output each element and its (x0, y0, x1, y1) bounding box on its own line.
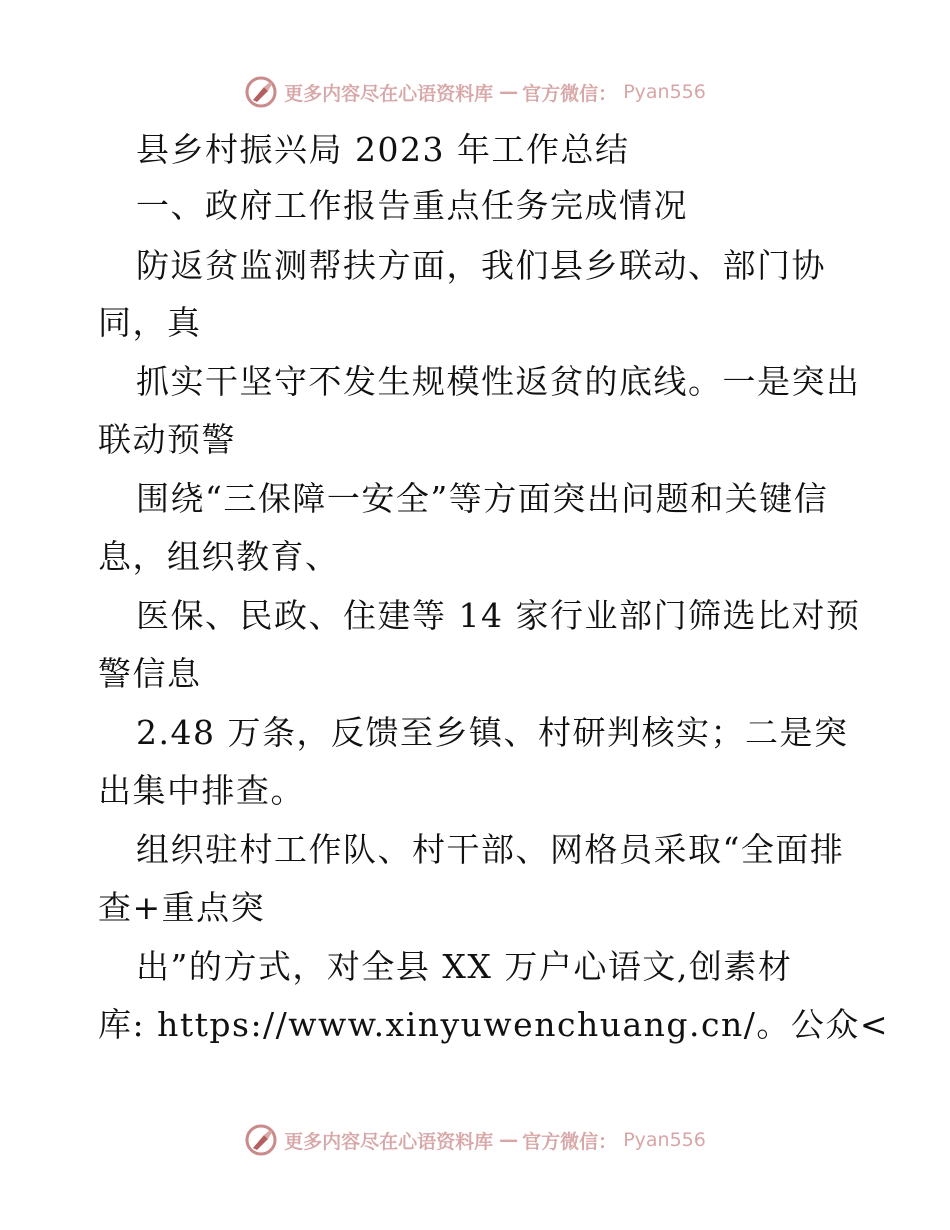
paragraph-line: 抓实干坚守不发生规模性返贫的底线。一是突出 (136, 362, 861, 401)
paragraph-line: 出”的方式，对全县 XX 万户心语文,创素材 (136, 947, 793, 986)
paragraph-line: 出集中排查。 (98, 771, 305, 810)
paragraph-line: 2.48 万条，反馈至乡镇、村研判核实；二是突 (136, 713, 849, 752)
watermark-handle: Pyan556 (623, 1129, 706, 1151)
watermark-official: 官方微信： (522, 82, 618, 105)
paragraph-line: 同，真 (98, 303, 202, 342)
watermark-text: 更多内容尽在心语资料库 (284, 82, 494, 105)
watermark-handle: Pyan556 (623, 81, 706, 103)
paragraph-line: 医保、民政、住建等 14 家行业部门筛选比对预 (136, 596, 861, 635)
paragraph-line: 查+重点突 (98, 888, 266, 927)
paragraph-line: 息，组织教育、 (98, 537, 340, 576)
section-heading: 一、政府工作报告重点任务完成情况 (136, 186, 688, 225)
paragraph-line: 组织驻村工作队、村干部、网格员采取“全面排 (136, 830, 845, 869)
document-title: 县乡村振兴局 2023 年工作总结 (136, 130, 630, 169)
watermark-dash: — (499, 81, 517, 103)
footer-watermark (0, 1120, 950, 1160)
paragraph-line: 库: https://www.xinyuwenchuang.cn/。公众< (98, 1005, 889, 1044)
pen-nib-logo-icon (244, 1123, 278, 1157)
watermark-text: 更多内容尽在心语资料库 (284, 1130, 494, 1153)
header-watermark (0, 72, 950, 112)
paragraph-line: 围绕“三保障一安全”等方面突出问题和关键信 (136, 479, 829, 518)
paragraph-line: 警信息 (98, 654, 202, 693)
pen-nib-logo-icon (244, 75, 278, 109)
watermark-official: 官方微信： (522, 1130, 618, 1153)
paragraph-line: 防返贫监测帮扶方面，我们县乡联动、部门协 (136, 246, 826, 285)
watermark-dash: — (499, 1129, 517, 1151)
paragraph-line: 联动预警 (98, 420, 236, 459)
